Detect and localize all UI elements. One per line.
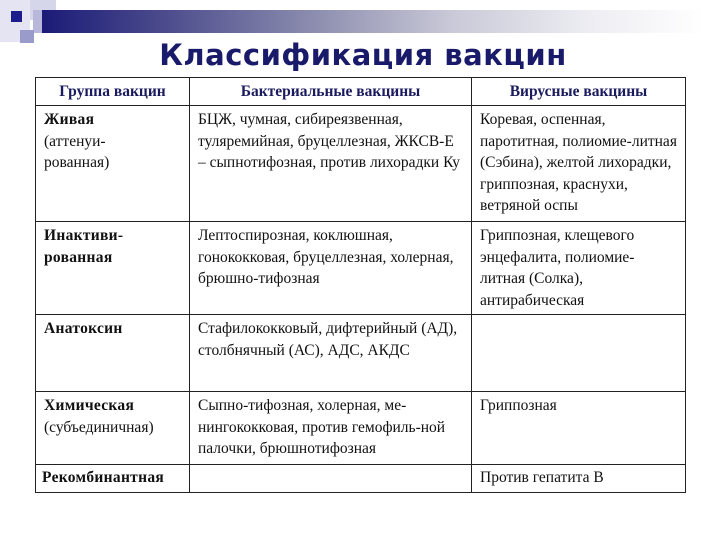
group-cell <box>36 106 190 222</box>
group-subtitle: (аттенуи-рованная) <box>44 132 110 171</box>
group-name: Анатоксин <box>44 320 123 337</box>
group-name: Химическая <box>44 397 135 414</box>
bacterial-cell: БЦЖ, чумная, сибиреязвенная, туляремийная, бруцеллезная, ЖКСВ-Е – сыпнотифозная, против лихорадки Ку <box>190 106 472 222</box>
table-row <box>36 465 686 493</box>
group-cell <box>36 392 190 465</box>
slide-title: Классификация вакцин <box>159 38 567 72</box>
viral-cell: Гриппозная, клещевого энцефалита, полиомие-литная (Солка), антирабическая <box>472 222 686 315</box>
group-subtitle: (субъединичная) <box>44 418 154 436</box>
group-name: Рекомбинантная <box>42 469 165 486</box>
table-row <box>36 315 686 392</box>
viral-cell: Гриппозная <box>472 392 686 465</box>
viral-cell: Против гепатита В <box>472 465 686 493</box>
table-row <box>36 222 686 315</box>
viral-cell <box>472 315 686 392</box>
group-cell <box>36 315 190 392</box>
group-name: Инактиви-рованная <box>44 227 124 266</box>
group-name: Живая <box>44 111 95 128</box>
group-cell <box>36 222 190 315</box>
viral-cell: Коревая, оспенная, паротитная, полиомие-литная (Сэбина), желтой лихорадки, гриппозная, краснухи, ветряной оспы <box>472 106 686 222</box>
table-header-row <box>36 78 686 106</box>
header-gradient-bar <box>42 10 704 33</box>
bacterial-cell: Стафилококковый, дифтерийный (АД), столбнячный (АС), АДС, АКДС <box>190 315 472 392</box>
table-row <box>36 392 686 465</box>
header-group: Группа вакцин <box>36 78 190 106</box>
header-viral: Вирусные вакцины <box>472 78 686 106</box>
bacterial-cell: Сыпно-тифозная, холерная, ме-нингококковая, против гемофиль-ной палочки, брюшнотифозная <box>190 392 472 465</box>
bacterial-cell <box>190 465 472 493</box>
bacterial-cell: Лептоспирозная, коклюшная, гонококковая, бруцеллезная, холерная, брюшно-тифозная <box>190 222 472 315</box>
decorative-square-dark <box>11 11 22 22</box>
group-cell <box>36 465 190 493</box>
table-row <box>36 106 686 222</box>
header-bacterial: Бактериальные вакцины <box>190 78 472 106</box>
vaccine-classification-table <box>35 77 686 493</box>
